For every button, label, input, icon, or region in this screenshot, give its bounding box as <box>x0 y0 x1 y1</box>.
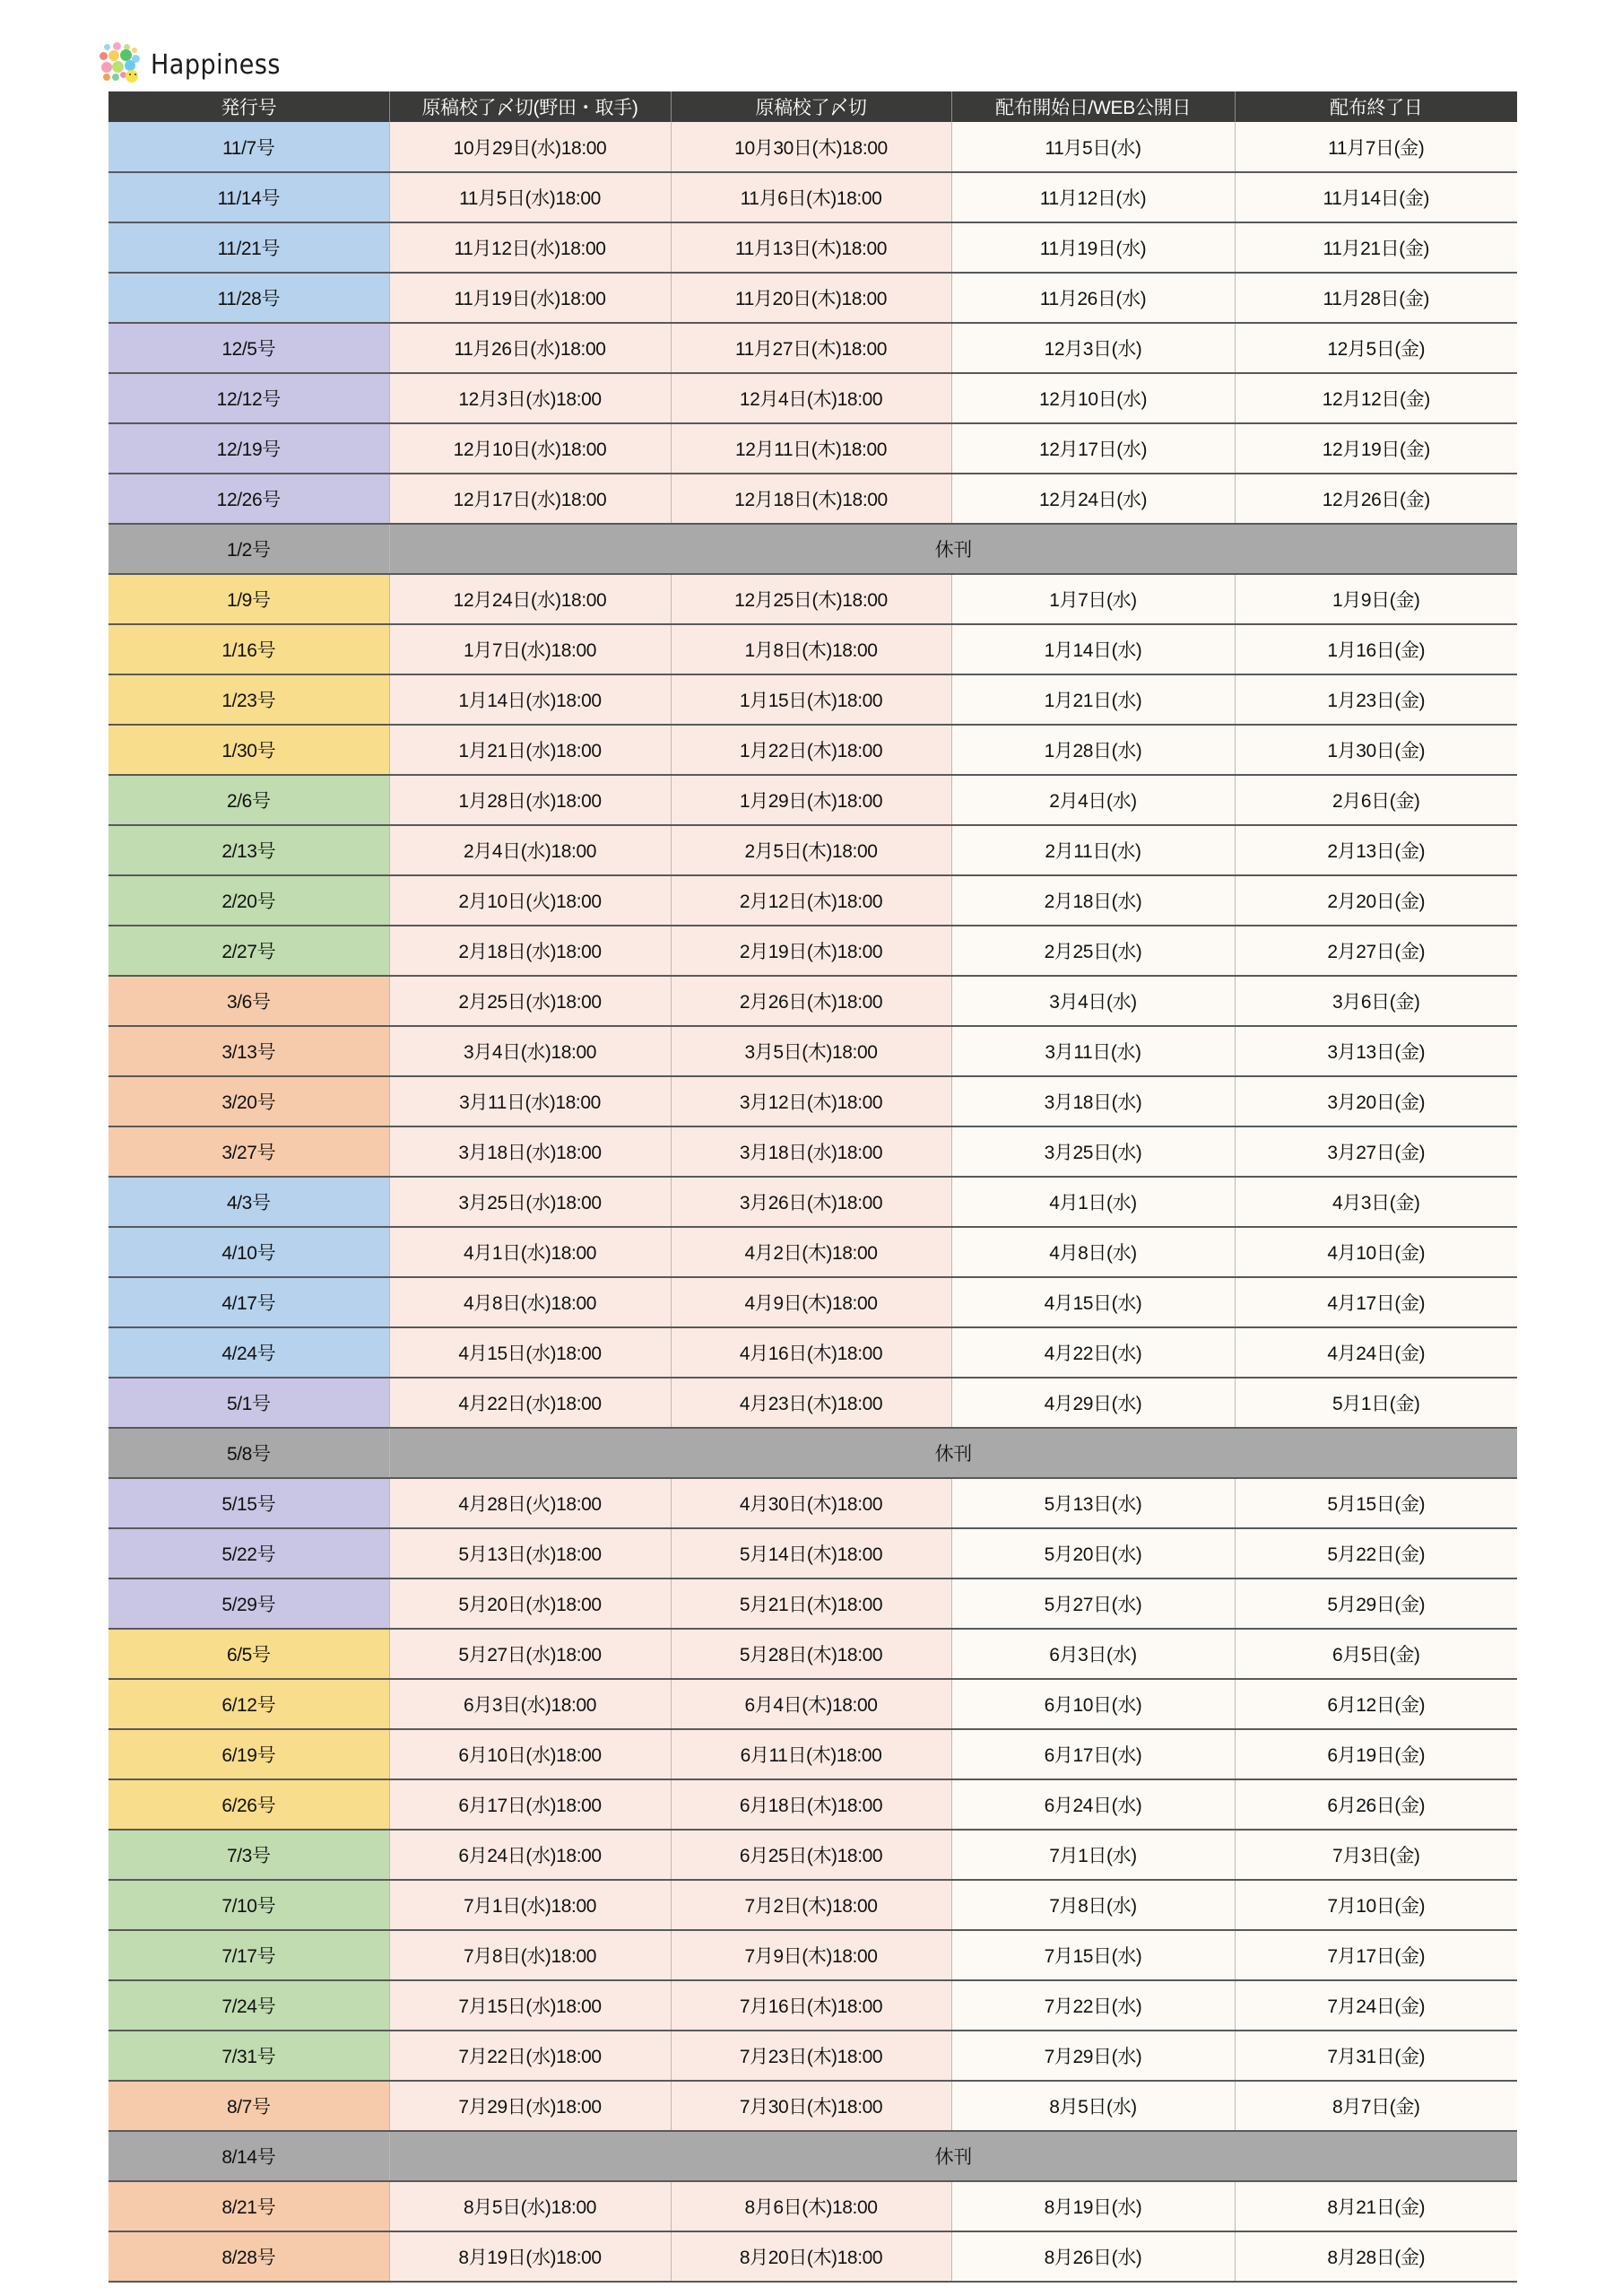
table-row <box>108 674 1517 725</box>
proof-noda-cell: 7月29日(水)18:00 <box>389 2081 671 2131</box>
proof-cell: 1月15日(木)18:00 <box>671 674 951 725</box>
distribution-start-cell: 3月25日(水) <box>951 1126 1235 1177</box>
issue-cell: 1/23号 <box>108 674 389 725</box>
distribution-end-cell: 2月6日(金) <box>1235 775 1517 825</box>
proof-noda-cell: 6月3日(水)18:00 <box>389 1679 671 1729</box>
distribution-start-cell: 6月3日(水) <box>951 1629 1235 1679</box>
distribution-start-cell: 6月24日(水) <box>951 1779 1235 1830</box>
proof-noda-cell: 2月18日(水)18:00 <box>389 926 671 976</box>
issue-cell: 3/27号 <box>108 1126 389 1177</box>
issue-cell: 11/21号 <box>108 222 389 273</box>
issue-cell: 12/5号 <box>108 323 389 373</box>
distribution-end-cell: 5月22日(金) <box>1235 1528 1517 1578</box>
proof-noda-cell: 5月13日(水)18:00 <box>389 1528 671 1578</box>
table-row <box>108 273 1517 323</box>
proof-cell: 12月18日(木)18:00 <box>671 474 951 524</box>
table-row <box>108 373 1517 423</box>
distribution-end-cell: 4月3日(金) <box>1235 1177 1517 1227</box>
table-row <box>108 1930 1517 1980</box>
issue-cell: 11/7号 <box>108 122 389 172</box>
proof-noda-cell: 2月25日(水)18:00 <box>389 976 671 1026</box>
distribution-start-cell: 6月17日(水) <box>951 1729 1235 1779</box>
table-row <box>108 2081 1517 2131</box>
distribution-end-cell: 8月7日(金) <box>1235 2081 1517 2131</box>
issue-cell: 6/26号 <box>108 1779 389 1830</box>
distribution-start-cell: 4月8日(水) <box>951 1227 1235 1277</box>
table-row <box>108 725 1517 775</box>
proof-noda-cell: 5月20日(水)18:00 <box>389 1578 671 1629</box>
distribution-start-cell: 8月26日(水) <box>951 2231 1235 2282</box>
table-row <box>108 1830 1517 1880</box>
proof-noda-cell: 3月25日(水)18:00 <box>389 1177 671 1227</box>
proof-noda-cell: 10月29日(水)18:00 <box>389 122 671 172</box>
proof-noda-cell: 12月3日(水)18:00 <box>389 373 671 423</box>
distribution-start-cell: 1月28日(水) <box>951 725 1235 775</box>
proof-noda-cell: 4月22日(水)18:00 <box>389 1378 671 1428</box>
table-row <box>108 1980 1517 2031</box>
distribution-start-cell: 11月5日(水) <box>951 122 1235 172</box>
col-header-proof: 原稿校了〆切 <box>671 91 951 122</box>
issue-cell: 3/6号 <box>108 976 389 1026</box>
proof-cell: 2月12日(木)18:00 <box>671 875 951 926</box>
issue-cell: 4/24号 <box>108 1327 389 1378</box>
brand-name: Happiness <box>151 48 281 81</box>
distribution-start-cell: 1月21日(水) <box>951 674 1235 725</box>
distribution-end-cell: 1月9日(金) <box>1235 574 1517 624</box>
proof-cell: 3月26日(木)18:00 <box>671 1177 951 1227</box>
issue-cell: 1/30号 <box>108 725 389 775</box>
proof-cell: 12月25日(木)18:00 <box>671 574 951 624</box>
proof-cell: 7月2日(木)18:00 <box>671 1880 951 1930</box>
proof-noda-cell: 4月8日(水)18:00 <box>389 1277 671 1327</box>
distribution-start-cell: 3月18日(水) <box>951 1076 1235 1126</box>
distribution-end-cell: 7月31日(金) <box>1235 2031 1517 2081</box>
proof-noda-cell: 7月15日(水)18:00 <box>389 1980 671 2031</box>
table-row <box>108 1629 1517 1679</box>
table-row <box>108 323 1517 373</box>
distribution-end-cell: 7月3日(金) <box>1235 1830 1517 1880</box>
proof-cell: 1月22日(木)18:00 <box>671 725 951 775</box>
proof-cell: 5月28日(木)18:00 <box>671 1629 951 1679</box>
col-header-distrib-end: 配布終了日 <box>1235 91 1517 122</box>
distribution-start-cell: 7月15日(水) <box>951 1930 1235 1980</box>
table-row <box>108 423 1517 474</box>
distribution-start-cell: 11月19日(水) <box>951 222 1235 273</box>
brand-logo <box>99 39 281 90</box>
schedule-table-body <box>108 122 1517 2282</box>
table-row <box>108 1327 1517 1378</box>
issue-cell: 3/13号 <box>108 1026 389 1076</box>
issue-cell: 1/2号 <box>108 524 389 574</box>
table-row <box>108 875 1517 926</box>
proof-noda-cell: 12月17日(水)18:00 <box>389 474 671 524</box>
table-row <box>108 1478 1517 1528</box>
distribution-start-cell: 12月3日(水) <box>951 323 1235 373</box>
proof-noda-cell: 3月11日(水)18:00 <box>389 1076 671 1126</box>
proof-cell: 11月27日(木)18:00 <box>671 323 951 373</box>
table-row <box>108 775 1517 825</box>
table-row <box>108 172 1517 222</box>
distribution-end-cell: 4月24日(金) <box>1235 1327 1517 1378</box>
issue-cell: 5/1号 <box>108 1378 389 1428</box>
proof-cell: 11月6日(木)18:00 <box>671 172 951 222</box>
distribution-start-cell: 4月22日(水) <box>951 1327 1235 1378</box>
proof-cell: 11月20日(木)18:00 <box>671 273 951 323</box>
distribution-end-cell: 1月23日(金) <box>1235 674 1517 725</box>
proof-cell: 12月11日(木)18:00 <box>671 423 951 474</box>
distribution-end-cell: 7月10日(金) <box>1235 1880 1517 1930</box>
distribution-end-cell: 11月14日(金) <box>1235 172 1517 222</box>
distribution-end-cell: 2月27日(金) <box>1235 926 1517 976</box>
distribution-start-cell: 2月4日(水) <box>951 775 1235 825</box>
schedule-table <box>108 91 1517 2283</box>
proof-noda-cell: 4月28日(火)18:00 <box>389 1478 671 1528</box>
distribution-end-cell: 12月19日(金) <box>1235 423 1517 474</box>
proof-cell: 6月11日(木)18:00 <box>671 1729 951 1779</box>
distribution-end-cell: 11月7日(金) <box>1235 122 1517 172</box>
distribution-end-cell: 5月15日(金) <box>1235 1478 1517 1528</box>
col-header-issue: 発行号 <box>108 91 389 122</box>
distribution-start-cell: 2月25日(水) <box>951 926 1235 976</box>
issue-cell: 5/29号 <box>108 1578 389 1629</box>
distribution-start-cell: 5月20日(水) <box>951 1528 1235 1578</box>
table-row <box>108 1880 1517 1930</box>
proof-noda-cell: 1月21日(水)18:00 <box>389 725 671 775</box>
table-header-row <box>108 91 1517 122</box>
rest-cell: 休刊 <box>389 1428 1517 1478</box>
issue-cell: 1/16号 <box>108 624 389 674</box>
distribution-start-cell: 12月24日(水) <box>951 474 1235 524</box>
issue-cell: 12/12号 <box>108 373 389 423</box>
proof-noda-cell: 11月19日(水)18:00 <box>389 273 671 323</box>
proof-noda-cell: 6月24日(水)18:00 <box>389 1830 671 1880</box>
issue-cell: 5/15号 <box>108 1478 389 1528</box>
table-row <box>108 122 1517 172</box>
issue-cell: 2/27号 <box>108 926 389 976</box>
distribution-start-cell: 11月12日(水) <box>951 172 1235 222</box>
issue-cell: 12/26号 <box>108 474 389 524</box>
proof-cell: 8月20日(木)18:00 <box>671 2231 951 2282</box>
colorful-dots-logo-icon <box>99 42 145 87</box>
proof-cell: 5月21日(木)18:00 <box>671 1578 951 1629</box>
proof-cell: 4月2日(木)18:00 <box>671 1227 951 1277</box>
proof-noda-cell: 7月8日(水)18:00 <box>389 1930 671 1980</box>
proof-cell: 2月19日(木)18:00 <box>671 926 951 976</box>
proof-cell: 4月9日(木)18:00 <box>671 1277 951 1327</box>
distribution-end-cell: 5月29日(金) <box>1235 1578 1517 1629</box>
distribution-start-cell: 7月22日(水) <box>951 1980 1235 2031</box>
proof-cell: 1月29日(木)18:00 <box>671 775 951 825</box>
proof-noda-cell: 2月10日(火)18:00 <box>389 875 671 926</box>
table-row <box>108 1378 1517 1428</box>
proof-noda-cell: 2月4日(水)18:00 <box>389 825 671 875</box>
distribution-end-cell: 1月30日(金) <box>1235 725 1517 775</box>
issue-cell: 7/3号 <box>108 1830 389 1880</box>
issue-cell: 5/22号 <box>108 1528 389 1578</box>
distribution-start-cell: 12月17日(水) <box>951 423 1235 474</box>
proof-cell: 2月5日(木)18:00 <box>671 825 951 875</box>
proof-cell: 6月18日(木)18:00 <box>671 1779 951 1830</box>
distribution-start-cell: 12月10日(水) <box>951 373 1235 423</box>
table-row <box>108 2131 1517 2181</box>
distribution-end-cell: 2月13日(金) <box>1235 825 1517 875</box>
table-row <box>108 825 1517 875</box>
proof-cell: 7月30日(木)18:00 <box>671 2081 951 2131</box>
distribution-end-cell: 5月1日(金) <box>1235 1378 1517 1428</box>
table-row <box>108 2031 1517 2081</box>
col-header-proof-noda: 原稿校了〆切(野田・取手) <box>389 91 671 122</box>
table-row <box>108 222 1517 273</box>
distribution-end-cell: 7月17日(金) <box>1235 1930 1517 1980</box>
col-header-distribution: 配布開始日/WEB公開日 <box>951 91 1235 122</box>
issue-cell: 12/19号 <box>108 423 389 474</box>
proof-noda-cell: 7月1日(水)18:00 <box>389 1880 671 1930</box>
table-row <box>108 926 1517 976</box>
proof-cell: 3月12日(木)18:00 <box>671 1076 951 1126</box>
distribution-end-cell: 8月21日(金) <box>1235 2181 1517 2231</box>
distribution-end-cell: 12月12日(金) <box>1235 373 1517 423</box>
proof-noda-cell: 11月12日(水)18:00 <box>389 222 671 273</box>
proof-noda-cell: 1月7日(水)18:00 <box>389 624 671 674</box>
issue-cell: 6/5号 <box>108 1629 389 1679</box>
proof-noda-cell: 4月15日(水)18:00 <box>389 1327 671 1378</box>
distribution-end-cell: 3月20日(金) <box>1235 1076 1517 1126</box>
proof-noda-cell: 11月26日(水)18:00 <box>389 323 671 373</box>
distribution-end-cell: 4月10日(金) <box>1235 1227 1517 1277</box>
table-row <box>108 624 1517 674</box>
rest-cell: 休刊 <box>389 2131 1517 2181</box>
proof-noda-cell: 1月28日(水)18:00 <box>389 775 671 825</box>
issue-cell: 4/3号 <box>108 1177 389 1227</box>
proof-cell: 7月9日(木)18:00 <box>671 1930 951 1980</box>
distribution-end-cell: 1月16日(金) <box>1235 624 1517 674</box>
proof-cell: 4月23日(木)18:00 <box>671 1378 951 1428</box>
table-row <box>108 1528 1517 1578</box>
proof-noda-cell: 11月5日(水)18:00 <box>389 172 671 222</box>
table-row <box>108 574 1517 624</box>
issue-cell: 1/9号 <box>108 574 389 624</box>
distribution-start-cell: 11月26日(水) <box>951 273 1235 323</box>
proof-noda-cell: 3月4日(水)18:00 <box>389 1026 671 1076</box>
proof-cell: 8月6日(木)18:00 <box>671 2181 951 2231</box>
proof-noda-cell: 6月10日(水)18:00 <box>389 1729 671 1779</box>
issue-cell: 4/17号 <box>108 1277 389 1327</box>
table-row <box>108 1126 1517 1177</box>
table-row <box>108 2181 1517 2231</box>
proof-noda-cell: 1月14日(水)18:00 <box>389 674 671 725</box>
proof-cell: 7月16日(木)18:00 <box>671 1980 951 2031</box>
distribution-end-cell: 11月28日(金) <box>1235 273 1517 323</box>
issue-cell: 7/17号 <box>108 1930 389 1980</box>
proof-cell: 4月16日(木)18:00 <box>671 1327 951 1378</box>
distribution-end-cell: 6月19日(金) <box>1235 1729 1517 1779</box>
proof-noda-cell: 8月5日(水)18:00 <box>389 2181 671 2231</box>
proof-cell: 1月8日(木)18:00 <box>671 624 951 674</box>
distribution-start-cell: 8月5日(水) <box>951 2081 1235 2131</box>
table-row <box>108 1679 1517 1729</box>
distribution-end-cell: 6月5日(金) <box>1235 1629 1517 1679</box>
distribution-end-cell: 3月13日(金) <box>1235 1026 1517 1076</box>
issue-cell: 2/20号 <box>108 875 389 926</box>
proof-cell: 6月25日(木)18:00 <box>671 1830 951 1880</box>
proof-cell: 10月30日(木)18:00 <box>671 122 951 172</box>
proof-cell: 5月14日(木)18:00 <box>671 1528 951 1578</box>
distribution-start-cell: 6月10日(水) <box>951 1679 1235 1729</box>
proof-noda-cell: 12月24日(水)18:00 <box>389 574 671 624</box>
proof-cell: 3月18日(水)18:00 <box>671 1126 951 1177</box>
table-row <box>108 1177 1517 1227</box>
distribution-start-cell: 4月1日(水) <box>951 1177 1235 1227</box>
distribution-start-cell: 7月29日(水) <box>951 2031 1235 2081</box>
proof-cell: 2月26日(木)18:00 <box>671 976 951 1026</box>
distribution-end-cell: 2月20日(金) <box>1235 875 1517 926</box>
issue-cell: 5/8号 <box>108 1428 389 1478</box>
proof-noda-cell: 7月22日(水)18:00 <box>389 2031 671 2081</box>
distribution-start-cell: 2月11日(水) <box>951 825 1235 875</box>
issue-cell: 6/12号 <box>108 1679 389 1729</box>
issue-cell: 8/7号 <box>108 2081 389 2131</box>
distribution-start-cell: 8月19日(水) <box>951 2181 1235 2231</box>
issue-cell: 11/14号 <box>108 172 389 222</box>
distribution-start-cell: 1月14日(水) <box>951 624 1235 674</box>
proof-noda-cell: 3月18日(水)18:00 <box>389 1126 671 1177</box>
table-row <box>108 976 1517 1026</box>
issue-cell: 8/21号 <box>108 2181 389 2231</box>
distribution-start-cell: 7月1日(水) <box>951 1830 1235 1880</box>
distribution-start-cell: 1月7日(水) <box>951 574 1235 624</box>
issue-cell: 11/28号 <box>108 273 389 323</box>
distribution-end-cell: 3月6日(金) <box>1235 976 1517 1026</box>
table-row <box>108 1779 1517 1830</box>
table-row <box>108 1578 1517 1629</box>
proof-noda-cell: 8月19日(水)18:00 <box>389 2231 671 2282</box>
issue-cell: 6/19号 <box>108 1729 389 1779</box>
proof-noda-cell: 12月10日(水)18:00 <box>389 423 671 474</box>
issue-cell: 3/20号 <box>108 1076 389 1126</box>
distribution-end-cell: 6月12日(金) <box>1235 1679 1517 1729</box>
distribution-end-cell: 8月28日(金) <box>1235 2231 1517 2282</box>
distribution-end-cell: 12月5日(金) <box>1235 323 1517 373</box>
table-row <box>108 1277 1517 1327</box>
table-row <box>108 474 1517 524</box>
issue-cell: 8/28号 <box>108 2231 389 2282</box>
distribution-start-cell: 4月29日(水) <box>951 1378 1235 1428</box>
distribution-start-cell: 7月8日(水) <box>951 1880 1235 1930</box>
distribution-start-cell: 5月27日(水) <box>951 1578 1235 1629</box>
issue-cell: 2/13号 <box>108 825 389 875</box>
schedule-table-wrap <box>108 91 1517 2283</box>
distribution-end-cell: 7月24日(金) <box>1235 1980 1517 2031</box>
issue-cell: 8/14号 <box>108 2131 389 2181</box>
distribution-start-cell: 2月18日(水) <box>951 875 1235 926</box>
table-row <box>108 524 1517 574</box>
distribution-end-cell: 3月27日(金) <box>1235 1126 1517 1177</box>
table-row <box>108 1729 1517 1779</box>
distribution-end-cell: 12月26日(金) <box>1235 474 1517 524</box>
proof-cell: 6月4日(木)18:00 <box>671 1679 951 1729</box>
table-row <box>108 1076 1517 1126</box>
proof-cell: 11月13日(木)18:00 <box>671 222 951 273</box>
distribution-start-cell: 4月15日(水) <box>951 1277 1235 1327</box>
proof-cell: 7月23日(木)18:00 <box>671 2031 951 2081</box>
issue-cell: 7/10号 <box>108 1880 389 1930</box>
proof-cell: 3月5日(木)18:00 <box>671 1026 951 1076</box>
table-row <box>108 1026 1517 1076</box>
rest-cell: 休刊 <box>389 524 1517 574</box>
distribution-end-cell: 11月21日(金) <box>1235 222 1517 273</box>
distribution-start-cell: 3月11日(水) <box>951 1026 1235 1076</box>
table-row <box>108 2231 1517 2282</box>
proof-noda-cell: 5月27日(水)18:00 <box>389 1629 671 1679</box>
proof-cell: 4月30日(木)18:00 <box>671 1478 951 1528</box>
table-row <box>108 1227 1517 1277</box>
issue-cell: 2/6号 <box>108 775 389 825</box>
issue-cell: 7/24号 <box>108 1980 389 2031</box>
distribution-end-cell: 6月26日(金) <box>1235 1779 1517 1830</box>
issue-cell: 4/10号 <box>108 1227 389 1277</box>
distribution-start-cell: 5月13日(水) <box>951 1478 1235 1528</box>
distribution-end-cell: 4月17日(金) <box>1235 1277 1517 1327</box>
proof-cell: 12月4日(木)18:00 <box>671 373 951 423</box>
distribution-start-cell: 3月4日(水) <box>951 976 1235 1026</box>
proof-noda-cell: 6月17日(水)18:00 <box>389 1779 671 1830</box>
table-row <box>108 1428 1517 1478</box>
proof-noda-cell: 4月1日(水)18:00 <box>389 1227 671 1277</box>
issue-cell: 7/31号 <box>108 2031 389 2081</box>
